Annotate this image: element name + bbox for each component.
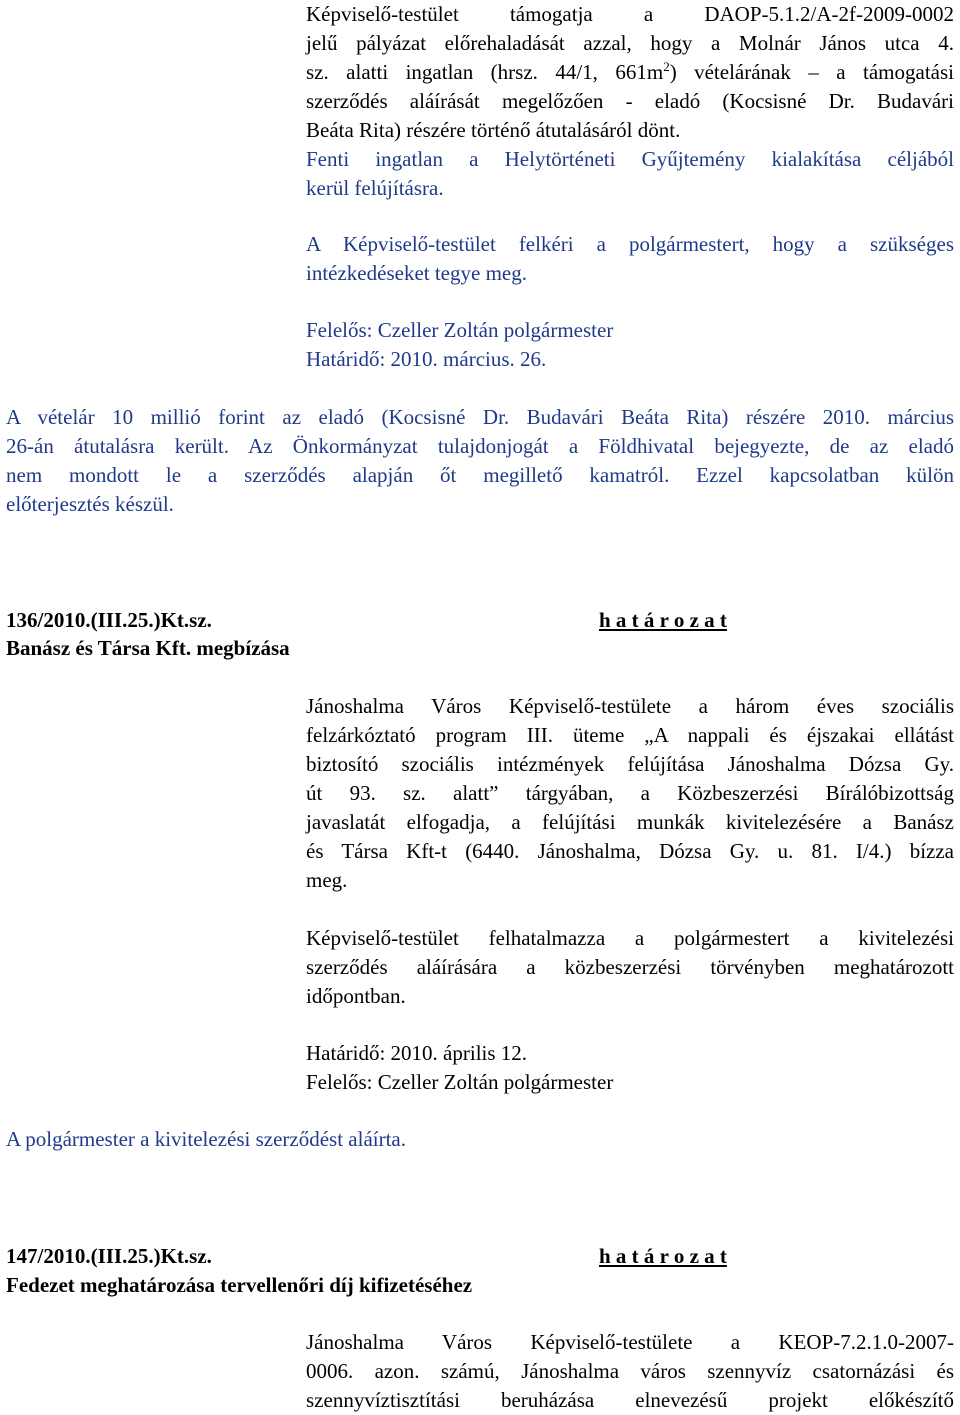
deadline-line: Határidő: 2010. március. 26. [306,347,547,371]
resolution-paragraph [306,1328,954,1415]
text-line: szerződés aláírását megelőzően - eladó (Kocsisné Dr. Budavári [306,89,954,113]
resolution-paragraph [306,692,954,895]
text-line: jelű pályázat előrehaladását azzal, hogy a Molnár János utca 4. [306,31,954,55]
status-note [6,403,954,519]
text-line: Fenti ingatlan a Helytörténeti Gyűjtemény kialakítása céljából [306,147,954,171]
resolution-title: Banász és Társa Kft. megbízása [6,636,290,660]
text-line: Képviselő-testület felhatalmazza a polgármestert a kivitelezési [306,926,954,950]
resolution-heading: h a t á r o z a t [599,1244,727,1268]
text-line: szerződés aláírására a közbeszerzési törvényben meghatározott [306,955,954,979]
text-line: Képviselő-testület támogatja a DAOP-5.1.2/A-2f-2009-0002 [306,2,954,26]
responsible-line: Felelős: Czeller Zoltán polgármester [306,1070,614,1094]
text-line: időpontban. [306,984,406,1008]
text-line: Jánoshalma Város Képviselő-testülete a három éves szociális [306,694,954,718]
text-line: biztosító szociális intézmények felújítása Jánoshalma Dózsa Gy. [306,752,954,776]
authorization-paragraph [306,924,954,1011]
text-line: szennyvíztisztítási beruházása elnevezésű projekt előkészítő [306,1388,954,1412]
text-line: A Képviselő-testület felkéri a polgármestert, hogy a szükséges [306,232,954,256]
text-line: Beáta Rita) részére történő átutalásáról dönt. [306,118,681,142]
status-note: A polgármester a kivitelezési szerződést aláírta. [6,1127,406,1151]
deadline-line: Határidő: 2010. április 12. [306,1041,528,1065]
request-paragraph [306,230,954,288]
responsible-line: Felelős: Czeller Zoltán polgármester [306,318,614,342]
resolution-title: Fedezet meghatározása tervellenőri díj kifizetéséhez [6,1273,473,1297]
text-line: út 93. sz. alatt” tárgyában, a Közbeszerzési Bírálóbizottság [306,781,954,805]
text-line: és Társa Kft-t (6440. Jánoshalma, Dózsa Gy. u. 81. I/4.) bízza [306,839,954,863]
text-line: kerül felújításra. [306,176,444,200]
text-line: előterjesztés készül. [6,492,174,516]
text-line: Jánoshalma Város Képviselő-testülete a KEOP-7.2.1.0-2007- [306,1330,954,1354]
renovation-paragraph [306,145,954,203]
text-line: sz. alatti ingatlan (hrsz. 44/1, $661m^2$) vételárának – a támogatási [306,59,954,84]
text-line: felzárkóztató program III. üteme „A nappali és éjszakai ellátást [306,723,954,747]
resolution-number: 147/2010.(III.25.)Kt.sz. [6,1244,212,1268]
resolution-paragraph [306,0,954,145]
text-line: intézkedéseket tegye meg. [306,261,527,285]
text-line: 0006. azon. számú, Jánoshalma város szennyvíz csatornázási és [306,1359,954,1383]
resolution-heading: h a t á r o z a t [599,608,727,632]
text-line: nem mondott le a szerződés alapján őt megillető kamatról. Ezzel kapcsolatban külön [6,463,954,487]
text-line: meg. [306,868,348,892]
text-line: 26-án átutalásra került. Az Önkormányzat tulajdonjogát a Földhivatal bejegyezte, de az eladó [6,434,955,458]
resolution-number: 136/2010.(III.25.)Kt.sz. [6,608,212,632]
text-line: A vételár 10 millió forint az eladó (Kocsisné Dr. Budavári Beáta Rita) részére 2010. március [6,405,954,429]
text-line: javaslatát elfogadja, a felújítási munkák kivitelezésére a Banász [306,810,954,834]
